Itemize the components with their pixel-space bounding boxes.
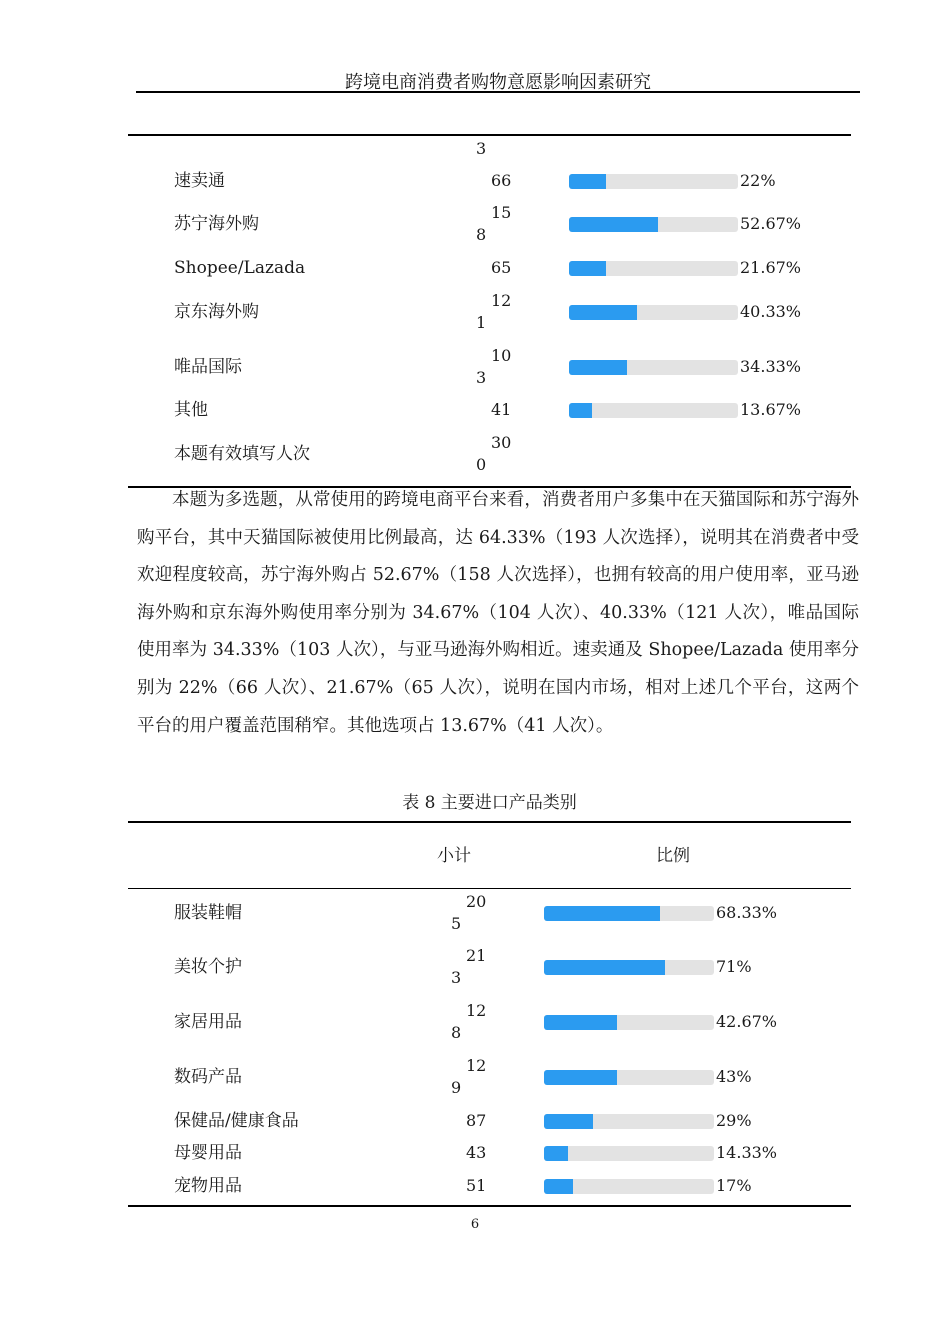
category-count: 9 (451, 1078, 462, 1097)
platform-bar-fill (569, 174, 606, 189)
header-rule (136, 91, 860, 93)
platform-bar-track (569, 217, 738, 232)
category-count: 87 (466, 1111, 487, 1130)
category-percent: 42.67% (716, 1012, 778, 1031)
category-label: 宠物用品 (174, 1176, 242, 1196)
platform-count: 41 (491, 400, 512, 419)
platform-count: 8 (476, 225, 487, 244)
category-label: 数码产品 (174, 1067, 242, 1087)
platform-percent: 52.67% (740, 214, 802, 233)
platform-bar-track (569, 403, 738, 418)
platform-label: 其他 (174, 400, 208, 420)
category-bar-track (544, 1146, 714, 1161)
category-bar-track (544, 1070, 714, 1085)
analysis-paragraph (137, 482, 859, 745)
category-label: 母婴用品 (174, 1143, 242, 1163)
category-bar-track (544, 1015, 714, 1030)
platform-label: 本题有效填写人次 (174, 444, 310, 464)
platform-count: 0 (476, 455, 487, 474)
running-header: 跨境电商消费者购物意愿影响因素研究 (345, 72, 651, 93)
platform-label: 速卖通 (174, 171, 225, 191)
category-label: 家居用品 (174, 1012, 242, 1032)
platform-bar-fill (569, 217, 658, 232)
platform-count: 10 (491, 346, 512, 365)
platform-bar-track (569, 261, 738, 276)
platform-percent: 21.67% (740, 258, 802, 277)
category-bar-track (544, 1114, 714, 1129)
category-bar-fill (544, 1179, 573, 1194)
category-bar-track (544, 960, 714, 975)
category-bar-fill (544, 1070, 617, 1085)
category-percent: 68.33% (716, 903, 778, 922)
category-label: 美妆个护 (174, 957, 242, 977)
category-percent: 29% (716, 1111, 752, 1130)
category-bar-fill (544, 960, 665, 975)
category-count: 8 (451, 1023, 462, 1042)
category-label: 保健品/健康食品 (174, 1111, 299, 1131)
page-number: 6 (470, 1217, 480, 1232)
table8-bottom-rule (128, 1205, 851, 1207)
platform-bar-fill (569, 305, 637, 320)
category-count: 5 (451, 914, 462, 933)
platform-bar-track (569, 360, 738, 375)
category-count: 20 (466, 892, 487, 911)
category-count: 3 (451, 968, 462, 987)
platform-label: Shopee/Lazada (174, 258, 306, 278)
table8-col-ratio: 比例 (656, 846, 690, 866)
platform-label: 唯品国际 (174, 357, 242, 377)
table8-header-rule (128, 888, 851, 889)
category-count: 43 (466, 1143, 487, 1162)
platform-count: 65 (491, 258, 512, 277)
category-count: 51 (466, 1176, 487, 1195)
table-top-rule (128, 134, 851, 136)
category-percent: 14.33% (716, 1143, 778, 1162)
platform-count: 3 (476, 368, 487, 387)
table8-caption: 表 8 主要进口产品类别 (402, 793, 577, 813)
platform-count: 15 (491, 203, 512, 222)
platform-bar-track (569, 174, 738, 189)
category-bar-fill (544, 906, 660, 921)
category-bar-fill (544, 1114, 593, 1129)
category-bar-fill (544, 1146, 568, 1161)
platform-percent: 34.33% (740, 357, 802, 376)
platform-label: 京东海外购 (174, 302, 259, 322)
category-count: 12 (466, 1056, 487, 1075)
category-percent: 71% (716, 957, 752, 976)
table8-top-rule (128, 821, 851, 823)
platform-count: 12 (491, 291, 512, 310)
category-count: 21 (466, 946, 487, 965)
category-count: 12 (466, 1001, 487, 1020)
category-percent: 43% (716, 1067, 752, 1086)
platform-percent: 40.33% (740, 302, 802, 321)
platform-count: 1 (476, 313, 487, 332)
category-label: 服装鞋帽 (174, 903, 242, 923)
category-bar-fill (544, 1015, 617, 1030)
paragraph-text: 本题为多选题，从常使用的跨境电商平台来看，消费者用户多集中在天猫国际和苏宁海外购平台，其中天猫国际被使用比例最高，达 64.33%（193 人次选择），说明其在消费者中受欢迎程度较高，苏宁海外购占 52.67%（158 人次选择），也拥有较高的用户使用率，亚马逊海外购和京东海外购使用率分别为 34.67%（104 人次）、40.33%（121 人次），唯品国际使用率为 34.33%（103 人次），与亚马逊海外购相近。速卖通及 Shopee/Lazada 使用率分别为 22%（66 人次）、21.67%（65 人次），说明在国内市场，相对上述几个平台，这两个平台的用户覆盖范围稍窄。其他选项占 13.67%（41 人次）。 (137, 490, 859, 736)
table8-col-count: 小计 (437, 846, 471, 866)
category-bar-track (544, 906, 714, 921)
platform-label: 苏宁海外购 (174, 214, 259, 234)
platform-count: 66 (491, 171, 512, 190)
platform-percent: 22% (740, 171, 776, 190)
platform-bar-fill (569, 261, 606, 276)
platform-percent: 13.67% (740, 400, 802, 419)
platform-bar-fill (569, 360, 627, 375)
platform-bar-track (569, 305, 738, 320)
category-percent: 17% (716, 1176, 752, 1195)
category-bar-track (544, 1179, 714, 1194)
platform-count: 30 (491, 433, 512, 452)
platform-bar-fill (569, 403, 592, 418)
carryover-count: 3 (476, 139, 487, 158)
